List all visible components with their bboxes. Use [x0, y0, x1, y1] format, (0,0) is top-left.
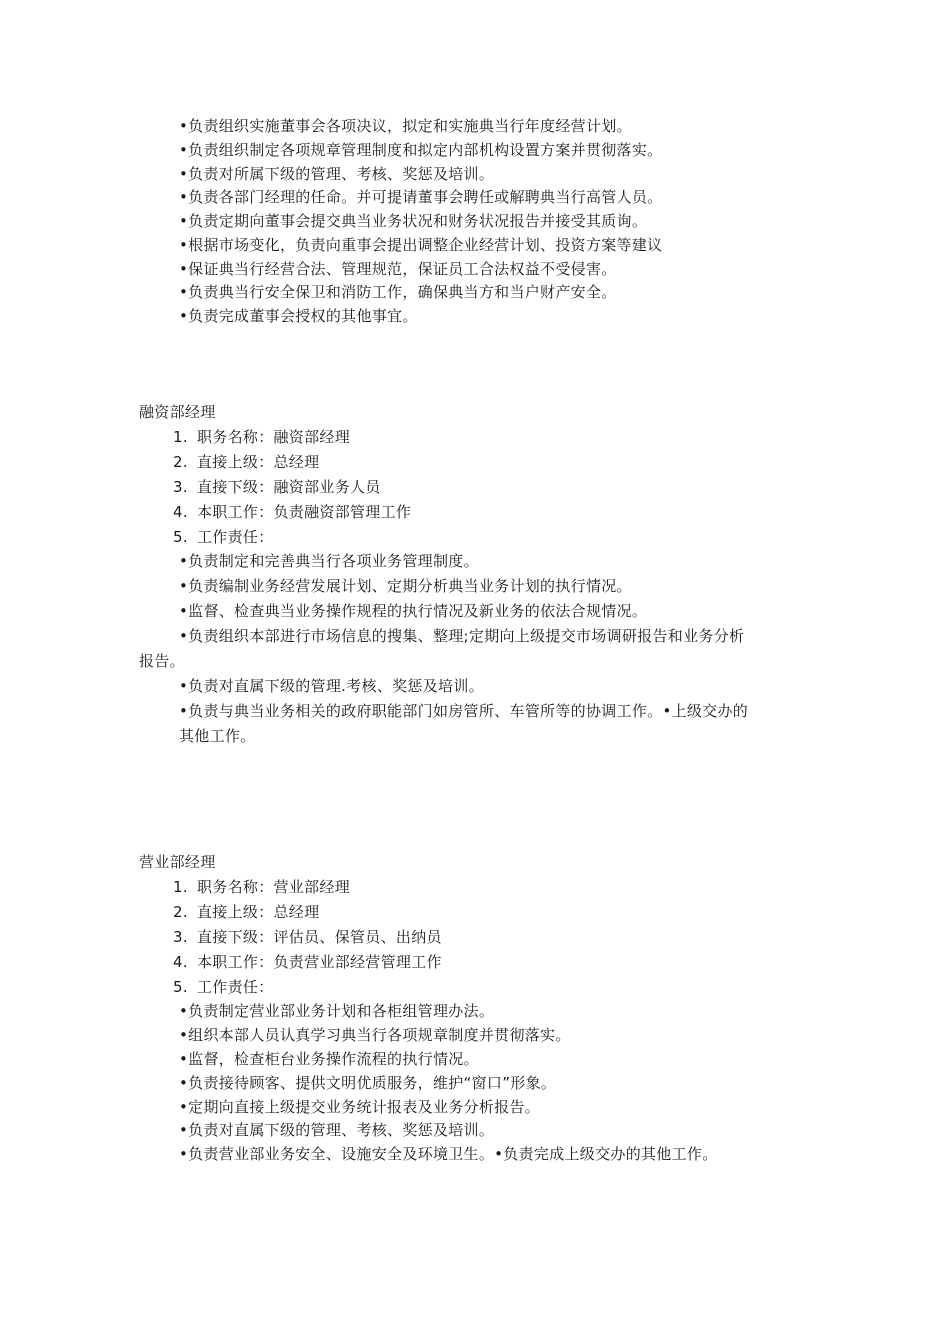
item-number: 5.: [173, 528, 188, 546]
item-text: 工作责任：: [197, 978, 274, 996]
duty-bullet: •负责对所属下级的管理、考核、奖惩及培训。: [179, 165, 495, 183]
duty-bullet: •负责完成董事会授权的其他事宜。: [179, 307, 418, 325]
numbered-item: [173, 502, 411, 522]
duty-bullet-continuation: 报告。: [139, 652, 185, 670]
item-number: 4.: [173, 503, 188, 521]
numbered-item: [173, 527, 274, 547]
duty-bullet: •负责典当行安全保卫和消防工作，确保典当方和当户财产安全。: [179, 283, 617, 301]
item-number: 2.: [173, 453, 188, 471]
section-title: 融资部经理: [139, 403, 216, 421]
duty-bullet: •负责组织制定各项规章管理制度和拟定内部机构设置方案并贯彻落实。: [179, 141, 663, 159]
item-text: 直接下级：评估员、保管员、出纳员: [197, 928, 442, 946]
duty-bullet: •监督、检查典当业务操作规程的执行情况及新业务的依法合规情况。: [179, 602, 648, 620]
item-text: 直接下级：融资部业务人员: [197, 478, 381, 496]
item-text: 工作责任：: [197, 528, 274, 546]
item-number: 1.: [173, 428, 188, 446]
duty-bullet: •负责对直属下级的管理.考核、奖惩及培训。: [179, 677, 484, 695]
numbered-item: [173, 427, 350, 447]
item-text: 直接上级：总经理: [197, 903, 320, 921]
numbered-item: [173, 902, 319, 922]
duty-bullet: •根据市场变化，负责向重事会提出调整企业经营计划、投资方案等建议: [179, 236, 663, 254]
duty-bullet: •负责编制业务经营发展计划、定期分析典当业务计划的执行情况。: [179, 577, 632, 595]
numbered-item: [173, 952, 442, 972]
duty-bullet: •负责对直属下级的管理、考核、奖惩及培训。: [179, 1121, 495, 1139]
numbered-item: [173, 477, 381, 497]
item-text: 直接上级：总经理: [197, 453, 320, 471]
duty-bullet: •负责制定营业部业务计划和各柜组管理办法。: [179, 1002, 495, 1020]
item-number: 5.: [173, 978, 188, 996]
duty-bullet: •负责与典当业务相关的政府职能部门如房管所、车管所等的协调工作。•上级交办的: [179, 702, 749, 720]
duty-bullet: •负责组织本部进行市场信息的搜集、整理;定期向上级提交市场调研报告和业务分析: [179, 627, 745, 645]
duty-bullet: •负责接待顾客、提供文明优质服务，维护“窗口”形象。: [179, 1074, 557, 1092]
duty-bullet: •负责各部门经理的任命。并可提请董事会聘任或解聘典当行高管人员。: [179, 188, 663, 206]
numbered-item: [173, 977, 274, 997]
item-number: 3.: [173, 478, 188, 496]
numbered-item: [173, 877, 350, 897]
item-number: 2.: [173, 903, 188, 921]
duty-bullet: •保证典当行经营合法、管理规范，保证员工合法权益不受侵害。: [179, 260, 617, 278]
duty-bullet-continuation: 其他工作。: [179, 727, 256, 745]
item-number: 3.: [173, 928, 188, 946]
numbered-item: [173, 452, 319, 472]
duty-bullet: •负责组织实施董事会各项决议，拟定和实施典当行年度经营计划。: [179, 117, 632, 135]
item-text: 职务名称：融资部经理: [197, 428, 351, 446]
duty-bullet: •负责营业部业务安全、设施安全及环境卫生。•负责完成上级交办的其他工作。: [179, 1145, 718, 1163]
duty-bullet: •负责定期向董事会提交典当业务状况和财务状况报告并接受其质询。: [179, 212, 648, 230]
section-title: 营业部经理: [139, 853, 216, 871]
item-text: 本职工作：负责融资部管理工作: [197, 503, 412, 521]
duty-bullet: •监督，检查柜台业务操作流程的执行情况。: [179, 1050, 479, 1068]
item-number: 1.: [173, 878, 188, 896]
item-text: 职务名称：营业部经理: [197, 878, 351, 896]
item-number: 4.: [173, 953, 188, 971]
numbered-item: [173, 927, 442, 947]
duty-bullet: •定期向直接上级提交业务统计报表及业务分析报告。: [179, 1098, 541, 1116]
duty-bullet: •组织本部人员认真学习典当行各项规章制度并贯彻落实。: [179, 1026, 571, 1044]
duty-bullet: •负责制定和完善典当行各项业务管理制度。: [179, 552, 479, 570]
item-text: 本职工作：负责营业部经营管理工作: [197, 953, 442, 971]
